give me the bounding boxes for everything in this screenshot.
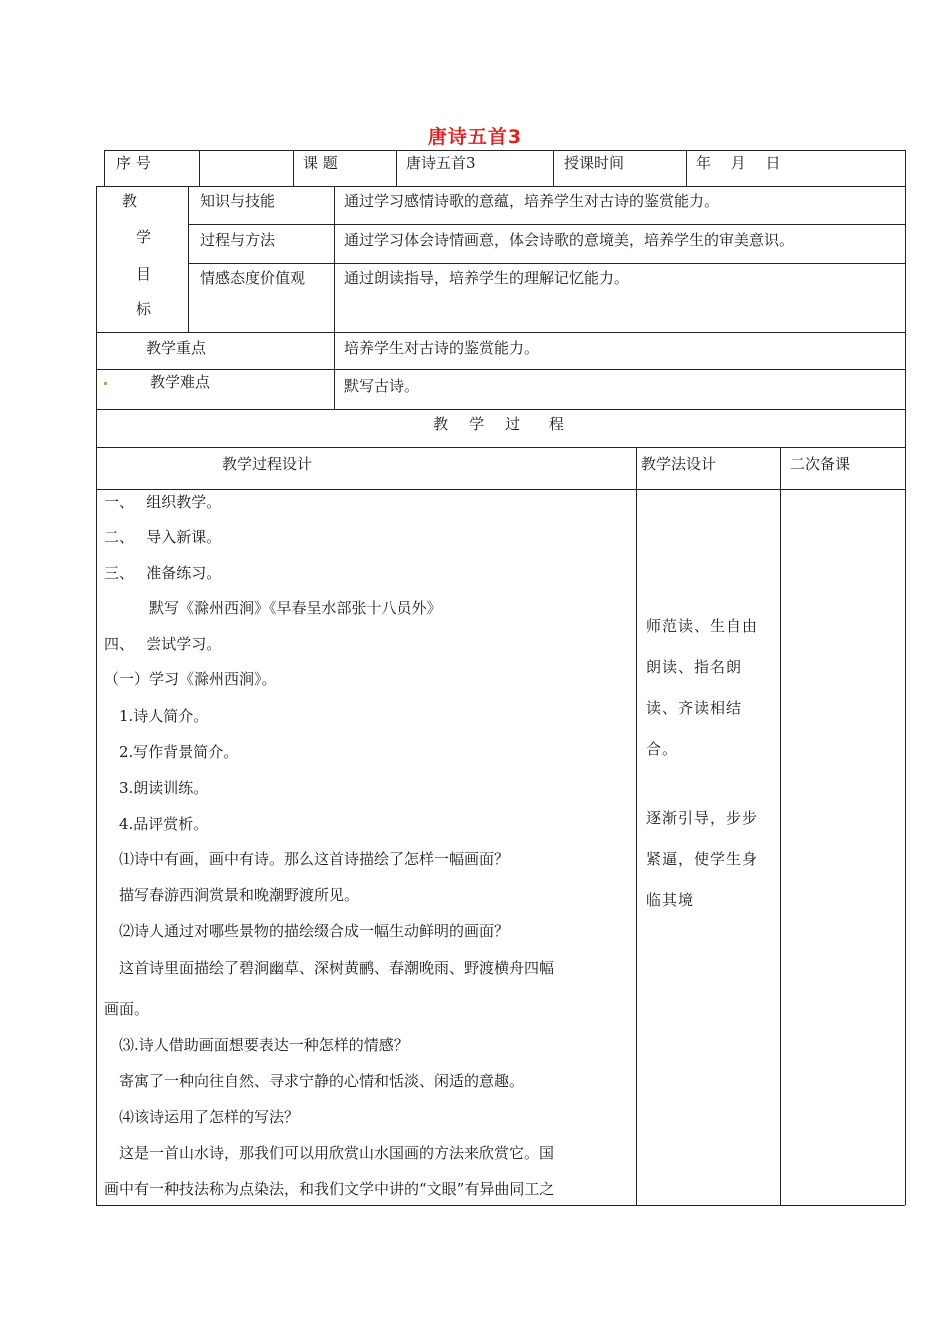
design-line: ⑶.诗人借助画面想要表达一种怎样的情感？ [104, 1036, 409, 1054]
objectives-side-char: 标 [136, 300, 152, 318]
method-line: 师范读、生自由 [646, 617, 759, 635]
objective-content-knowledge: 通过学习感情诗歌的意蕴，培养学生对古诗的鉴赏能力。 [344, 192, 720, 210]
difficulty-content: 默写古诗。 [344, 377, 420, 395]
design-line: ⑴诗中有画，画中有诗。那么这首诗描绘了怎样一幅画面？ [104, 850, 510, 868]
col-second-header: 二次备课 [790, 455, 851, 473]
method-line: 合。 [646, 740, 679, 758]
difficulty-label: 教学难点 [150, 373, 211, 391]
design-line: 画面。 [104, 1000, 150, 1018]
objectives-side-char: 教 [122, 192, 138, 210]
objective-label-emotion: 情感态度价值观 [200, 269, 306, 287]
process-title: 教 学 过 程 [433, 415, 567, 433]
objectives-side-char: 学 [136, 228, 152, 246]
objective-label-process: 过程与方法 [200, 231, 276, 249]
seq-label: 序 号 [116, 154, 151, 172]
document-title: 唐诗五首3 [427, 126, 523, 148]
col-design-header: 教学过程设计 [222, 455, 313, 473]
design-line: 画中有一种技法称为点染法，和我们文学中讲的“文眼”有异曲同工之 [104, 1180, 555, 1198]
design-line: 四、 尝试学习。 [104, 635, 222, 653]
design-line: ⑷该诗运用了怎样的写法？ [104, 1108, 300, 1126]
method-line: 读、齐读相结 [646, 699, 743, 717]
design-line: 这是一首山水诗，那我们可以用欣赏山水国画的方法来欣赏它。国 [104, 1144, 555, 1162]
method-line: 朗读、指名朗 [646, 658, 743, 676]
design-line: 一、 组织教学。 [104, 493, 222, 511]
design-line: 4.品评赏析。 [104, 815, 209, 833]
objective-content-process: 通过学习体会诗情画意，体会诗歌的意境美，培养学生的审美意识。 [344, 231, 795, 249]
design-line: ⑵诗人通过对哪些景物的描绘缀合成一幅生动鲜明的画面？ [104, 922, 510, 940]
design-line: （一）学习《滁州西涧》。 [104, 670, 277, 688]
design-line: 二、 导入新课。 [104, 528, 222, 546]
speck-mark [104, 382, 107, 385]
focus-content: 培养学生对古诗的鉴赏能力。 [344, 339, 540, 357]
focus-label: 教学重点 [146, 339, 207, 357]
objective-label-knowledge: 知识与技能 [200, 192, 276, 210]
method-line: 临其境 [646, 891, 695, 909]
design-line: 1.诗人简介。 [104, 707, 209, 725]
date-text: 年 月 日 [696, 154, 781, 172]
design-line: 描写春游西涧赏景和晚潮野渡所见。 [104, 886, 360, 904]
topic-value: 唐诗五首3 [406, 154, 476, 172]
design-line: 这首诗里面描绘了碧涧幽草、深树黄鹂、春潮晚雨、野渡横舟四幅 [104, 959, 555, 977]
method-line: 逐渐引导，步步 [646, 809, 759, 827]
design-line: 寄寓了一种向往自然、寻求宁静的心情和恬淡、闲适的意趣。 [104, 1072, 525, 1090]
design-line: 3.朗读训练。 [104, 779, 209, 797]
objectives-side-char: 目 [136, 265, 152, 283]
col-method-header: 教学法设计 [641, 455, 717, 473]
time-label: 授课时间 [564, 154, 625, 172]
design-line: 2.写作背景简介。 [104, 743, 239, 761]
topic-label: 课 题 [303, 154, 338, 172]
objective-content-emotion: 通过朗读指导，培养学生的理解记忆能力。 [344, 269, 630, 287]
design-line: 三、 准备练习。 [104, 564, 222, 582]
method-line: 紧逼，使学生身 [646, 850, 759, 868]
design-line: 默写《滁州西涧》《早春呈水部张十八员外》 [104, 599, 442, 617]
